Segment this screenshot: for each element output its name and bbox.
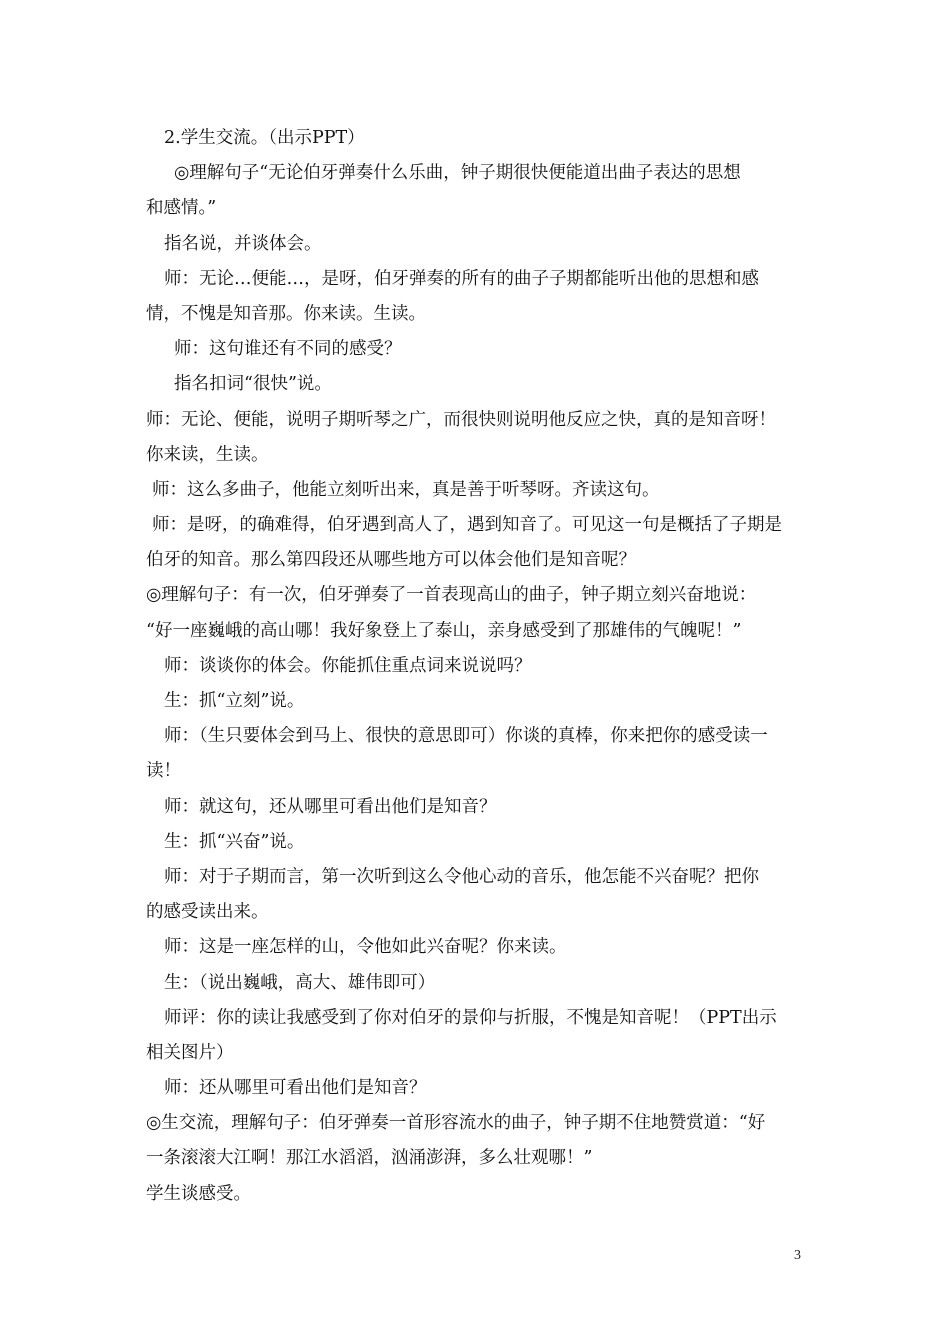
text-line: 指名说，并谈体会。	[164, 233, 322, 254]
text-line: 师：无论…便能…，是呀，伯牙弹奏的所有的曲子子期都能听出他的思想和感	[164, 268, 759, 289]
text-line: 你来读，生读。	[146, 444, 269, 465]
text-line: “好一座巍峨的高山哪！我好象登上了泰山，亲身感受到了那雄伟的气魄呢！”	[146, 620, 742, 641]
text-line: 师：对于子期而言，第一次听到这么令他心动的音乐，他怎能不兴奋呢？把你	[164, 866, 759, 887]
text-line: 师：无论、便能，说明子期听琴之广，而很快则说明他反应之快，真的是知音呀！	[146, 409, 776, 430]
text-line: 伯牙的知音。那么第四段还从哪些地方可以体会他们是知音呢？	[146, 550, 636, 571]
text-line: 一条滚滚大江啊！那江水滔滔，汹涌澎湃，多么壮观哪！”	[146, 1148, 593, 1169]
page-number: 3	[794, 1248, 801, 1263]
text-line: 师：还从哪里可看出他们是知音？	[164, 1078, 427, 1099]
text-line: 师：（生只要体会到马上、很快的意思即可）你谈的真棒，你来把你的感受读一	[164, 726, 768, 747]
text-line: 师：这是一座怎样的山，令他如此兴奋呢？你来读。	[164, 937, 567, 958]
text-line: ◎理解句子：有一次，伯牙弹奏了一首表现高山的曲子，钟子期立刻兴奋地说：	[146, 585, 757, 606]
text-line: 相关图片）	[146, 1042, 234, 1063]
text-line: 师评：你的读让我感受到了你对伯牙的景仰与折服，不愧是知音呢！（PPT出示	[164, 1007, 777, 1028]
page-body	[146, 121, 810, 1212]
text-line: 读！	[146, 761, 181, 782]
text-line: 指名扣词“很快”说。	[174, 374, 332, 395]
text-line: 2.学生交流。（出示PPT）	[164, 128, 365, 148]
text-line: 生：抓“兴奋”说。	[164, 831, 305, 852]
text-line: 师：谈谈你的体会。你能抓住重点词来说说吗？	[164, 655, 532, 676]
text-line: ◎生交流，理解句子：伯牙弹奏一首形容流水的曲子，钟子期不住地赞赏道：“好	[146, 1113, 766, 1134]
text-line: 师：这句谁还有不同的感受？	[174, 339, 402, 360]
text-line: 情，不愧是知音那。你来读。生读。	[146, 303, 426, 324]
text-line: 学生谈感受。	[146, 1183, 251, 1204]
text-line: 生：（说出巍峨，高大、雄伟即可）	[164, 972, 436, 993]
text-line: 和感情。”	[146, 198, 217, 219]
text-line: ◎理解句子“无论伯牙弹奏什么乐曲，钟子期很快便能道出曲子表达的思想	[174, 163, 741, 184]
text-line: 师：就这句，还从哪里可看出他们是知音？	[164, 796, 497, 817]
text-line: 师：是呀，的确难得，伯牙遇到高人了，遇到知音了。可见这一句是概括了子期是	[152, 515, 782, 536]
text-line: 的感受读出来。	[146, 902, 269, 923]
text-line: 生：抓“立刻”说。	[164, 691, 305, 711]
text-line: 师：这么多曲子，他能立刻听出来，真是善于听琴呀。齐读这句。	[152, 479, 660, 500]
